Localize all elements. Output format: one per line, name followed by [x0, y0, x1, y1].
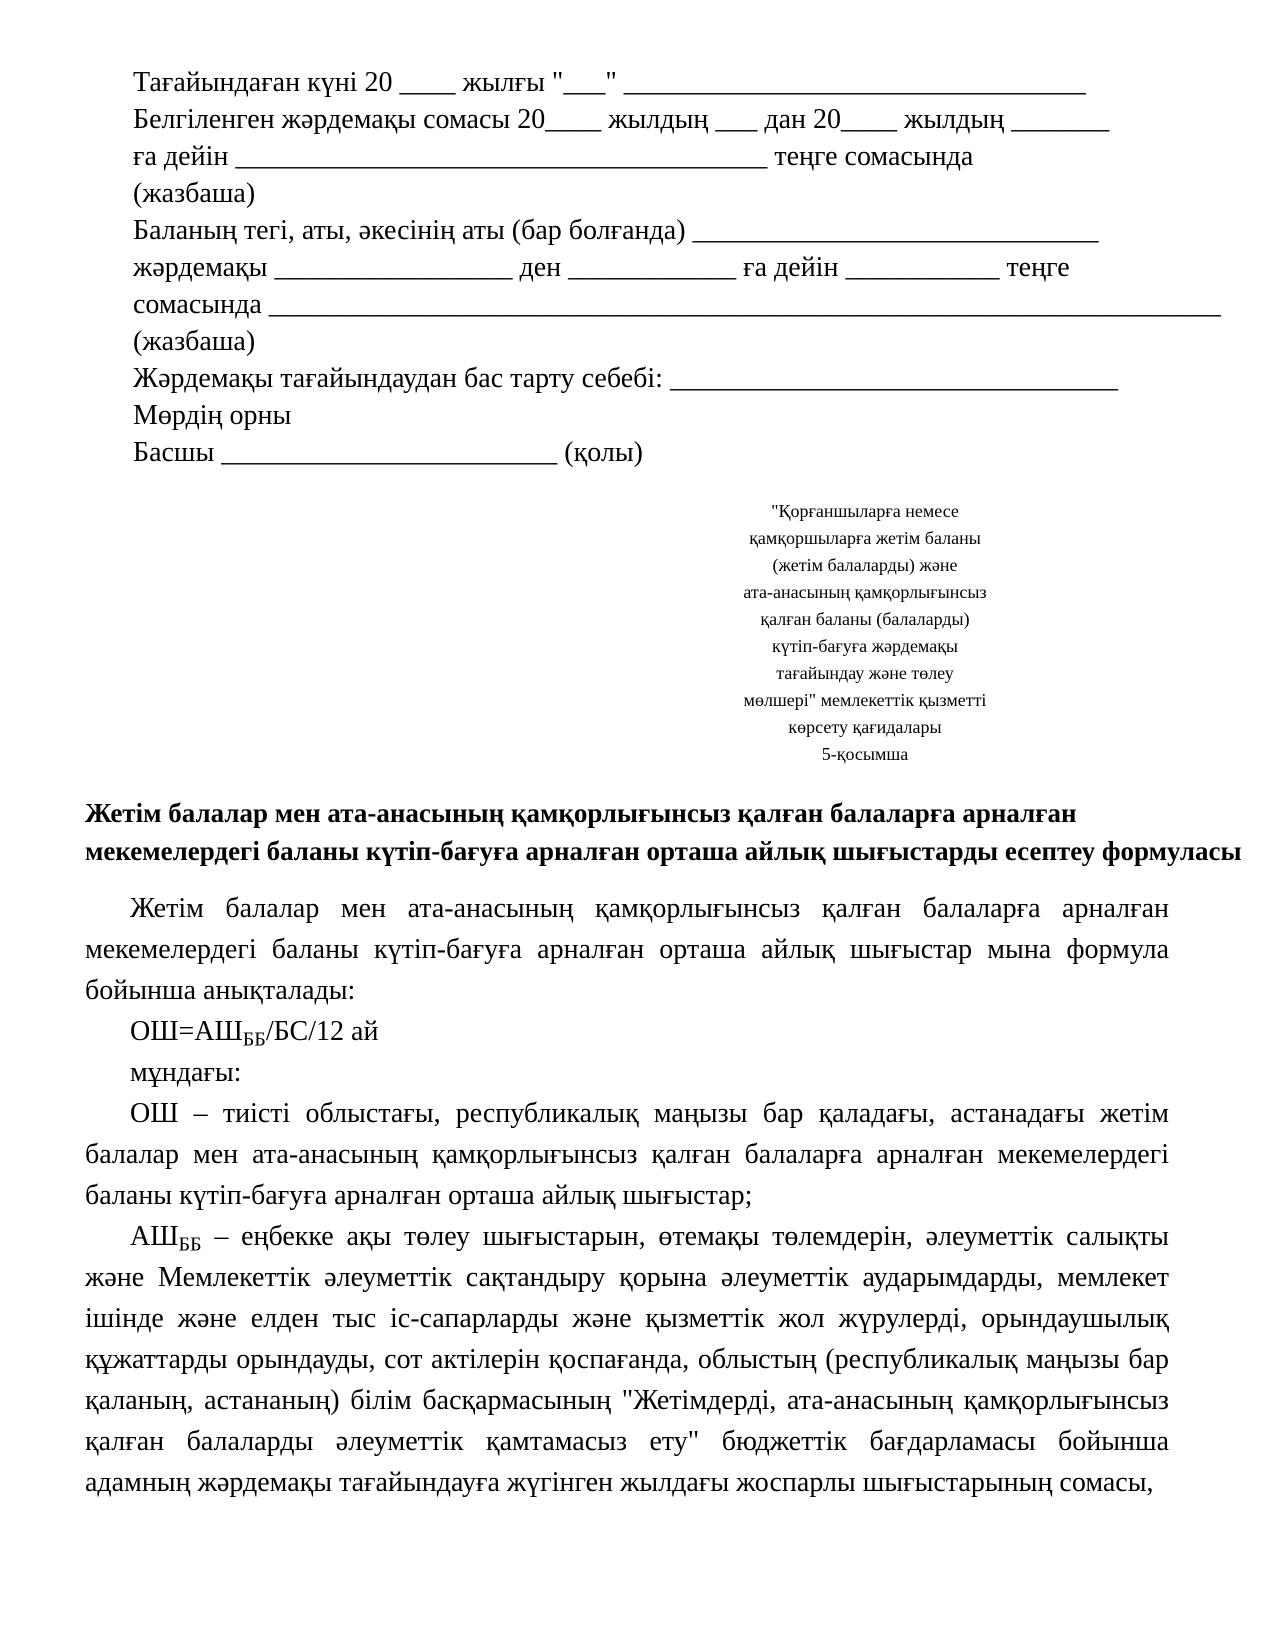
annex-note-line: күтіп-бағуға жәрдемақы [771, 636, 959, 656]
form-line-refusal-reason: Жәрдемақы тағайындаудан бас тарту себебі: ________________________________ [133, 363, 1118, 394]
formula-line [85, 1011, 1169, 1052]
section-heading-line-2: мекемелердегі баланы күтіп-бағуға арналған орташа айлық шығыстарды есептеу формуласы [85, 836, 1242, 866]
annex-note-line: қалған баланы (балаларды) [760, 609, 970, 629]
ash-term-subscript: ББ [178, 1233, 202, 1256]
benefit-form-section [0, 0, 1275, 471]
form-line-in-words-2: (жазбаша) [133, 326, 256, 357]
intro-paragraph: Жетім балалар мен ата-анасының қамқорлығынсыз қалған балаларға арналған мекемелердегі баланы күтіп-бағуға арналған орташа айлық шығыстар мына формула бойынша анықталады: [85, 893, 1169, 1006]
osh-definition-paragraph: ОШ – тиісті облыстағы, республикалық маңызы бар қаладағы, астанадағы жетім балалар мен ата-анасының қамқорлығынсыз қалған балаларға арналған мекемелердегі баланы күтіп-бағуға арналған орташа айлық шығыстар; [85, 1098, 1169, 1211]
ash-term-pre: АШ [130, 1221, 179, 1252]
annex-note-line: "Қорғаншыларға немесе [771, 501, 959, 521]
form-line-until-tenge-amount: ға дейін ______________________________________ теңге сомасында [133, 141, 974, 172]
ash-definition-text: – еңбекке ақы төлеу шығыстарын, өтемақы төлемдерін, әлеуметтік салықты және Мемлекеттік әлеуметтік сақтандыру қорына әлеуметтік аударымдарды, мемлекет ішінде және елден тыс іс-сапарларды және қызметтік жол жүрулерді, орындаушылық құжаттарды орындауды, сот актілерін қоспағанда, облыстың (республикалық маңызы бар қаланың, астананың) білім басқармасының "Жетімдерді, ата-анасының қамқорлығынсыз қалған балаларды әлеуметтік қамтамасыз ету" бюджеттік бағдарламасы бойынша адамның жәрдемақы тағайындауға жүгінген жылдағы жоспарлы шығыстарының сомасы, [85, 1221, 1169, 1498]
form-line-amount-sum: сомасында ____________________________________________________________________ [133, 289, 1221, 320]
where-label: мұндағы: [130, 1057, 242, 1088]
form-line-in-words-1: (жазбаша) [133, 178, 256, 209]
annex-note-line: мөлшері" мемлекеттік қызметті [743, 690, 987, 710]
section-heading [85, 794, 1275, 870]
form-line-child-full-name: Баланың тегі, аты, әкесінің аты (бар болғанда) _____________________________ [133, 215, 1099, 246]
formula-subscript: ББ [242, 1028, 266, 1051]
form-line-head-signature: Басшы ________________________ (қолы) [133, 437, 643, 468]
annex-note-line: қамқоршыларға жетім баланы [749, 528, 981, 548]
form-line-assignment-date: Тағайындаған күні 20 ____ жылғы "___" _________________________________ [133, 67, 1086, 98]
annex-reference-note [700, 498, 1030, 768]
annex-note-line: көрсету қағидалары [788, 717, 942, 737]
annex-number-line: 5-қосымша [821, 744, 909, 764]
form-line-benefit-range: жәрдемақы _________________ ден ____________ ға дейін ___________ теңге [133, 252, 1070, 283]
section-heading-line-1: Жетім балалар мен ата-анасының қамқорлығынсыз қалған балаларға арналған [85, 798, 1077, 828]
annex-note-line: ата-анасының қамқорлығынсыз [743, 582, 987, 602]
annex-note-line: тағайындау және төлеу [776, 663, 954, 683]
annex-note-line: (жетім балаларды) және [772, 555, 958, 575]
formula-post: /БС/12 ай [265, 1016, 379, 1047]
form-line-stamp-place: Мөрдің орны [133, 400, 292, 431]
ash-definition-paragraph [85, 1216, 1169, 1503]
formula-pre: ОШ=АШ [130, 1016, 243, 1047]
form-line-benefit-amount-period: Белгіленген жәрдемақы сомасы 20____ жылдың ___ дан 20____ жылдың _______ [133, 104, 1110, 135]
formula-description-section [85, 888, 1169, 1503]
